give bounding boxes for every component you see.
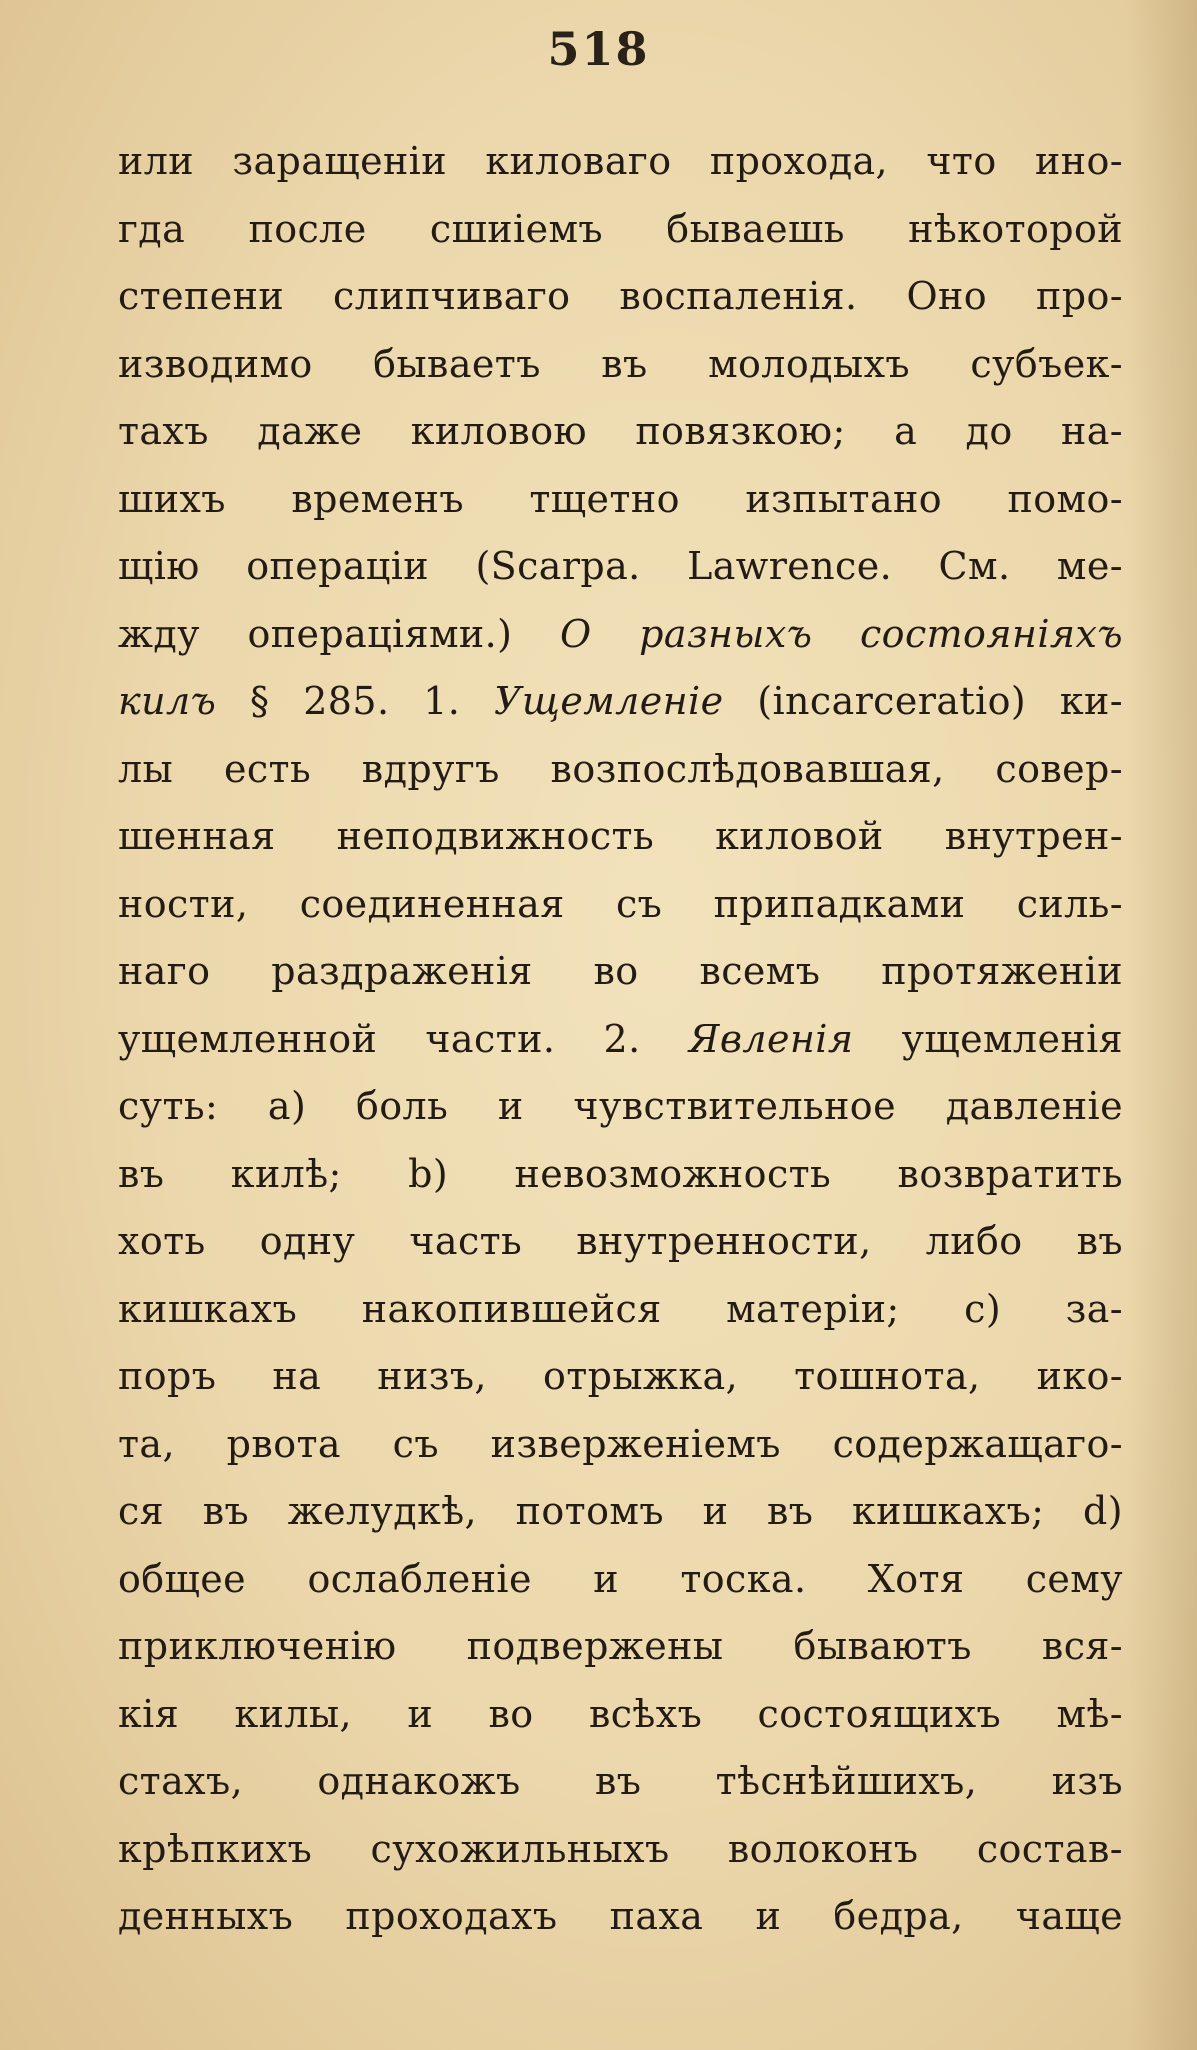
text-segment: суть: а) боль и чувствительное давленіе xyxy=(118,1084,1123,1128)
text-line xyxy=(118,263,1123,331)
text-segment: (incarceratio) ки- xyxy=(723,679,1123,723)
text-line xyxy=(118,1883,1123,1951)
text-segment: денныхъ проходахъ паха и бедра, чаще xyxy=(118,1894,1123,1938)
text-segment: степени слипчиваго воспаленія. Оно про- xyxy=(118,274,1123,318)
text-segment: поръ на низъ, отрыжка, тошнота, ико- xyxy=(118,1354,1123,1398)
text-line xyxy=(118,1411,1123,1479)
text-line xyxy=(118,466,1123,534)
text-segment: жду операціями.) xyxy=(118,611,560,656)
text-segment: шихъ временъ тщетно изпытано помо- xyxy=(118,476,1123,521)
text-line xyxy=(118,1748,1123,1816)
italic-text: Ущемленіе xyxy=(494,679,724,723)
text-line xyxy=(118,871,1123,939)
text-line xyxy=(118,533,1123,601)
text-line xyxy=(118,1816,1123,1884)
text-segment: общее ослабленіе и тоска. Хотя сему xyxy=(118,1556,1123,1601)
text-line xyxy=(118,1613,1123,1681)
text-line xyxy=(118,668,1123,736)
page-number: 518 xyxy=(547,22,650,76)
text-line xyxy=(118,1276,1123,1344)
text-segment: тахъ даже киловою повязкою; а до на- xyxy=(118,409,1123,453)
text-line xyxy=(118,1343,1123,1411)
text-segment: въ килѣ; b) невозможность возвратить xyxy=(118,1151,1123,1196)
text-segment: шенная неподвижность киловой внутрен- xyxy=(118,814,1123,858)
text-segment: наго раздраженія во всемъ протяженіи xyxy=(118,949,1123,993)
text-line xyxy=(118,398,1123,466)
text-segment: приключенію подвержены бываютъ вся- xyxy=(118,1624,1123,1668)
text-line xyxy=(118,1141,1123,1209)
text-line xyxy=(118,1478,1123,1546)
text-segment: крѣпкихъ сухожильныхъ волоконъ состав- xyxy=(118,1826,1123,1871)
text-segment: ущемленія xyxy=(853,1016,1123,1061)
text-line xyxy=(118,331,1123,399)
text-segment: кишкахъ накопившейся матеріи; c) за- xyxy=(118,1286,1123,1331)
text-line xyxy=(118,1681,1123,1749)
text-segment: ся въ желудкѣ, потомъ и въ кишкахъ; d) xyxy=(118,1489,1123,1533)
text-line xyxy=(118,938,1123,1006)
text-segment: ущемленной части. 2. xyxy=(118,1016,689,1061)
text-segment: та, рвота съ изверженіемъ содержащаго- xyxy=(118,1421,1123,1466)
text-segment: гда после сшиіемъ бываешь нѣкоторой xyxy=(118,206,1123,251)
text-segment: кія килы, и во всѣхъ состоящихъ мѣ- xyxy=(118,1691,1123,1736)
text-line xyxy=(118,196,1123,264)
body-text xyxy=(118,128,1123,1951)
text-segment: ности, соединенная съ припадками силь- xyxy=(118,881,1123,926)
text-segment: лы есть вдругъ возпослѣдовавшая, совер- xyxy=(118,746,1123,791)
text-segment: щію операціи (Scarpa. Lawrence. См. ме- xyxy=(118,544,1123,588)
text-line xyxy=(118,1073,1123,1141)
text-line xyxy=(118,803,1123,871)
italic-text: Явленія xyxy=(688,1016,854,1061)
text-line xyxy=(118,601,1123,669)
text-line xyxy=(118,736,1123,804)
text-line xyxy=(118,1006,1123,1074)
italic-text: О разныхъ состояніяхъ xyxy=(559,611,1123,656)
text-segment: изводимо бываетъ въ молодыхъ субъек- xyxy=(118,341,1123,386)
text-line xyxy=(118,1208,1123,1276)
text-segment: или заращеніи киловаго прохода, что ино- xyxy=(118,139,1123,183)
italic-text: килъ xyxy=(118,679,217,723)
text-segment: стахъ, однакожъ въ тѣснѣйшихъ, изъ xyxy=(118,1759,1123,1803)
text-line xyxy=(118,1546,1123,1614)
text-line xyxy=(118,128,1123,196)
text-segment: § 285. 1. xyxy=(216,679,495,723)
page-edge-shadow xyxy=(1127,0,1197,2050)
text-segment: хоть одну часть внутренности, либо въ xyxy=(118,1219,1123,1263)
